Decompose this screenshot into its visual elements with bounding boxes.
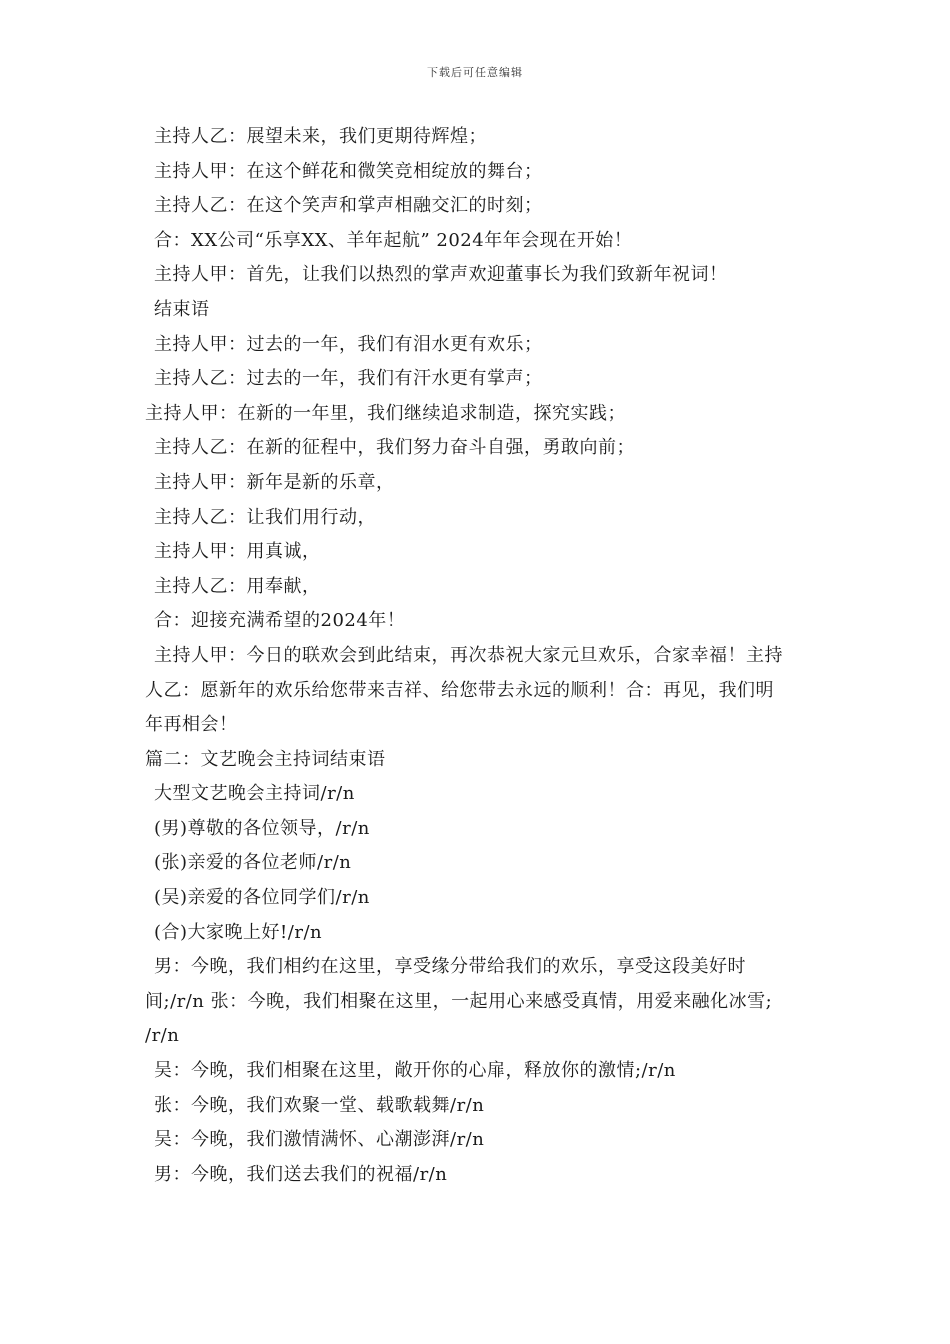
text-line: 主持人甲：在这个鲜花和微笑竞相绽放的舞台； <box>154 160 543 182</box>
text-line: 主持人甲：用真诚， <box>154 541 321 563</box>
text-line: 主持人乙：用奉献， <box>154 575 321 597</box>
text-line: (合)大家晚上好!/r/n <box>154 921 323 943</box>
text-line: 主持人甲：今日的联欢会到此结束，再次恭祝大家元旦欢乐，合家幸福！主持 <box>154 644 783 666</box>
text-line: 主持人乙：展望未来，我们更期待辉煌； <box>154 126 487 147</box>
text-line: 吴：今晚，我们相聚在这里，敞开你的心扉，释放你的激情;/r/n <box>154 1060 676 1082</box>
text-line: 男：今晚，我们送去我们的祝福/r/n <box>154 1163 448 1185</box>
text-line: 间;/r/n 张：今晚，我们相聚在这里，一起用心来感受真情，用爱来融化冰雪; <box>145 990 773 1012</box>
text-line: (张)亲爱的各位老师/r/n <box>154 852 352 874</box>
document-body <box>145 120 815 1192</box>
text-line: 吴：今晚，我们激情满怀、心潮澎湃/r/n <box>154 1129 485 1151</box>
text-line: 篇二：文艺晚会主持词结束语 <box>145 748 386 770</box>
page-header-note: 下载后可任意编辑 <box>427 66 523 79</box>
text-line: 男：今晚，我们相约在这里，享受缘分带给我们的欢乐，享受这段美好时 <box>154 956 746 978</box>
text-line: 主持人甲：在新的一年里，我们继续追求制造，探究实践； <box>145 402 626 424</box>
text-line: 主持人乙：过去的一年，我们有汗水更有掌声； <box>154 368 543 390</box>
text-line: 主持人甲：首先，让我们以热烈的掌声欢迎董事长为我们致新年祝词！ <box>154 264 728 286</box>
text-line: 结束语 <box>154 298 210 320</box>
text-line: 大型文艺晚会主持词/r/n <box>154 783 355 805</box>
text-line: 主持人甲：过去的一年，我们有泪水更有欢乐； <box>154 333 543 355</box>
text-line: 合：XX公司“乐享XX、羊年起航” 2024年年会现在开始！ <box>154 229 633 251</box>
text-line: 主持人乙：让我们用行动， <box>154 506 376 528</box>
text-line: 主持人乙：在这个笑声和掌声相融交汇的时刻； <box>154 195 543 217</box>
text-line: 人乙：愿新年的欢乐给您带来吉祥、给您带去永远的顺利！合：再见，我们明 <box>145 679 774 701</box>
text-line: /r/n <box>145 1025 180 1047</box>
text-line: (吴)亲爱的各位同学们/r/n <box>154 887 370 909</box>
text-line: 张：今晚，我们欢聚一堂、载歌载舞/r/n <box>154 1094 485 1116</box>
text-line: 合：迎接充满希望的2024年！ <box>154 610 406 632</box>
text-line: 年再相会！ <box>145 714 238 736</box>
text-line: 主持人乙：在新的征程中，我们努力奋斗自强，勇敢向前； <box>154 437 635 459</box>
text-line: (男)尊敬的各位领导，/r/n <box>154 817 370 839</box>
text-line: 主持人甲：新年是新的乐章， <box>154 471 395 493</box>
